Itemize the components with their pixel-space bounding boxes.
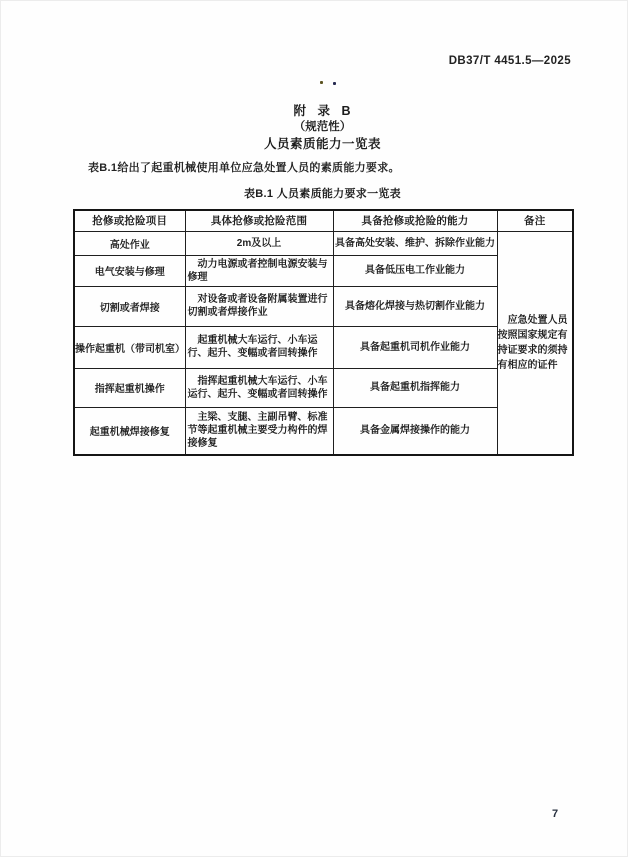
table-row: [74, 231, 573, 255]
item-cell: 操作起重机（带司机室）: [74, 326, 185, 368]
scope-cell: 指挥起重机械大车运行、小车运行、起升、变幅或者回转操作: [185, 368, 333, 407]
item-cell: 切割或者焊接: [74, 286, 185, 326]
scope-cell: 主梁、支腿、主副吊臂、标准节等起重机械主要受力构件的焊接修复: [185, 407, 333, 455]
col-header-ability: 具备抢修或抢险的能力: [333, 210, 497, 231]
item-cell: 高处作业: [74, 231, 185, 255]
appendix-type: （规范性）: [293, 121, 352, 133]
remark-cell: 应急处置人员按照国家规定有持证要求的须持有相应的证件: [497, 231, 573, 455]
personnel-capability-table: [73, 209, 574, 456]
page-number: 7: [552, 808, 559, 820]
appendix-title: 人员素质能力一览表: [263, 137, 381, 151]
scope-cell: 2m及以上: [185, 231, 333, 255]
intro-paragraph: 表B.1给出了起重机械使用单位应急处置人员的素质能力要求。: [88, 162, 400, 174]
ability-cell: 具备起重机司机作业能力: [333, 326, 497, 368]
scope-cell: 动力电源或者控制电源安装与修理: [185, 255, 333, 286]
doc-number: DB37/T 4451.5—2025: [448, 55, 571, 67]
scope-cell: 起重机械大车运行、小车运行、起升、变幅或者回转操作: [185, 326, 333, 368]
col-header-item: 抢修或抢险项目: [74, 210, 185, 231]
ink-speck-icon: [333, 82, 336, 85]
item-cell: 指挥起重机操作: [74, 368, 185, 407]
col-header-remark: 备注: [497, 210, 573, 231]
item-cell: 电气安装与修理: [74, 255, 185, 286]
ability-cell: 具备低压电工作业能力: [333, 255, 497, 286]
ability-cell: 具备金属焊接操作的能力: [333, 407, 497, 455]
scope-cell: 对设备或者设备附属装置进行切割或者焊接作业: [185, 286, 333, 326]
appendix-label: 附 录 B: [293, 104, 352, 118]
ink-speck-icon: [320, 81, 323, 84]
table-caption: 表B.1 人员素质能力要求一览表: [244, 188, 401, 200]
ability-cell: 具备起重机指挥能力: [333, 368, 497, 407]
ability-cell: 具备高处安装、维护、拆除作业能力: [333, 231, 497, 255]
ability-cell: 具备熔化焊接与热切割作业能力: [333, 286, 497, 326]
table-header-row: [74, 210, 573, 231]
col-header-scope: 具体抢修或抢险范围: [185, 210, 333, 231]
item-cell: 起重机械焊接修复: [74, 407, 185, 455]
